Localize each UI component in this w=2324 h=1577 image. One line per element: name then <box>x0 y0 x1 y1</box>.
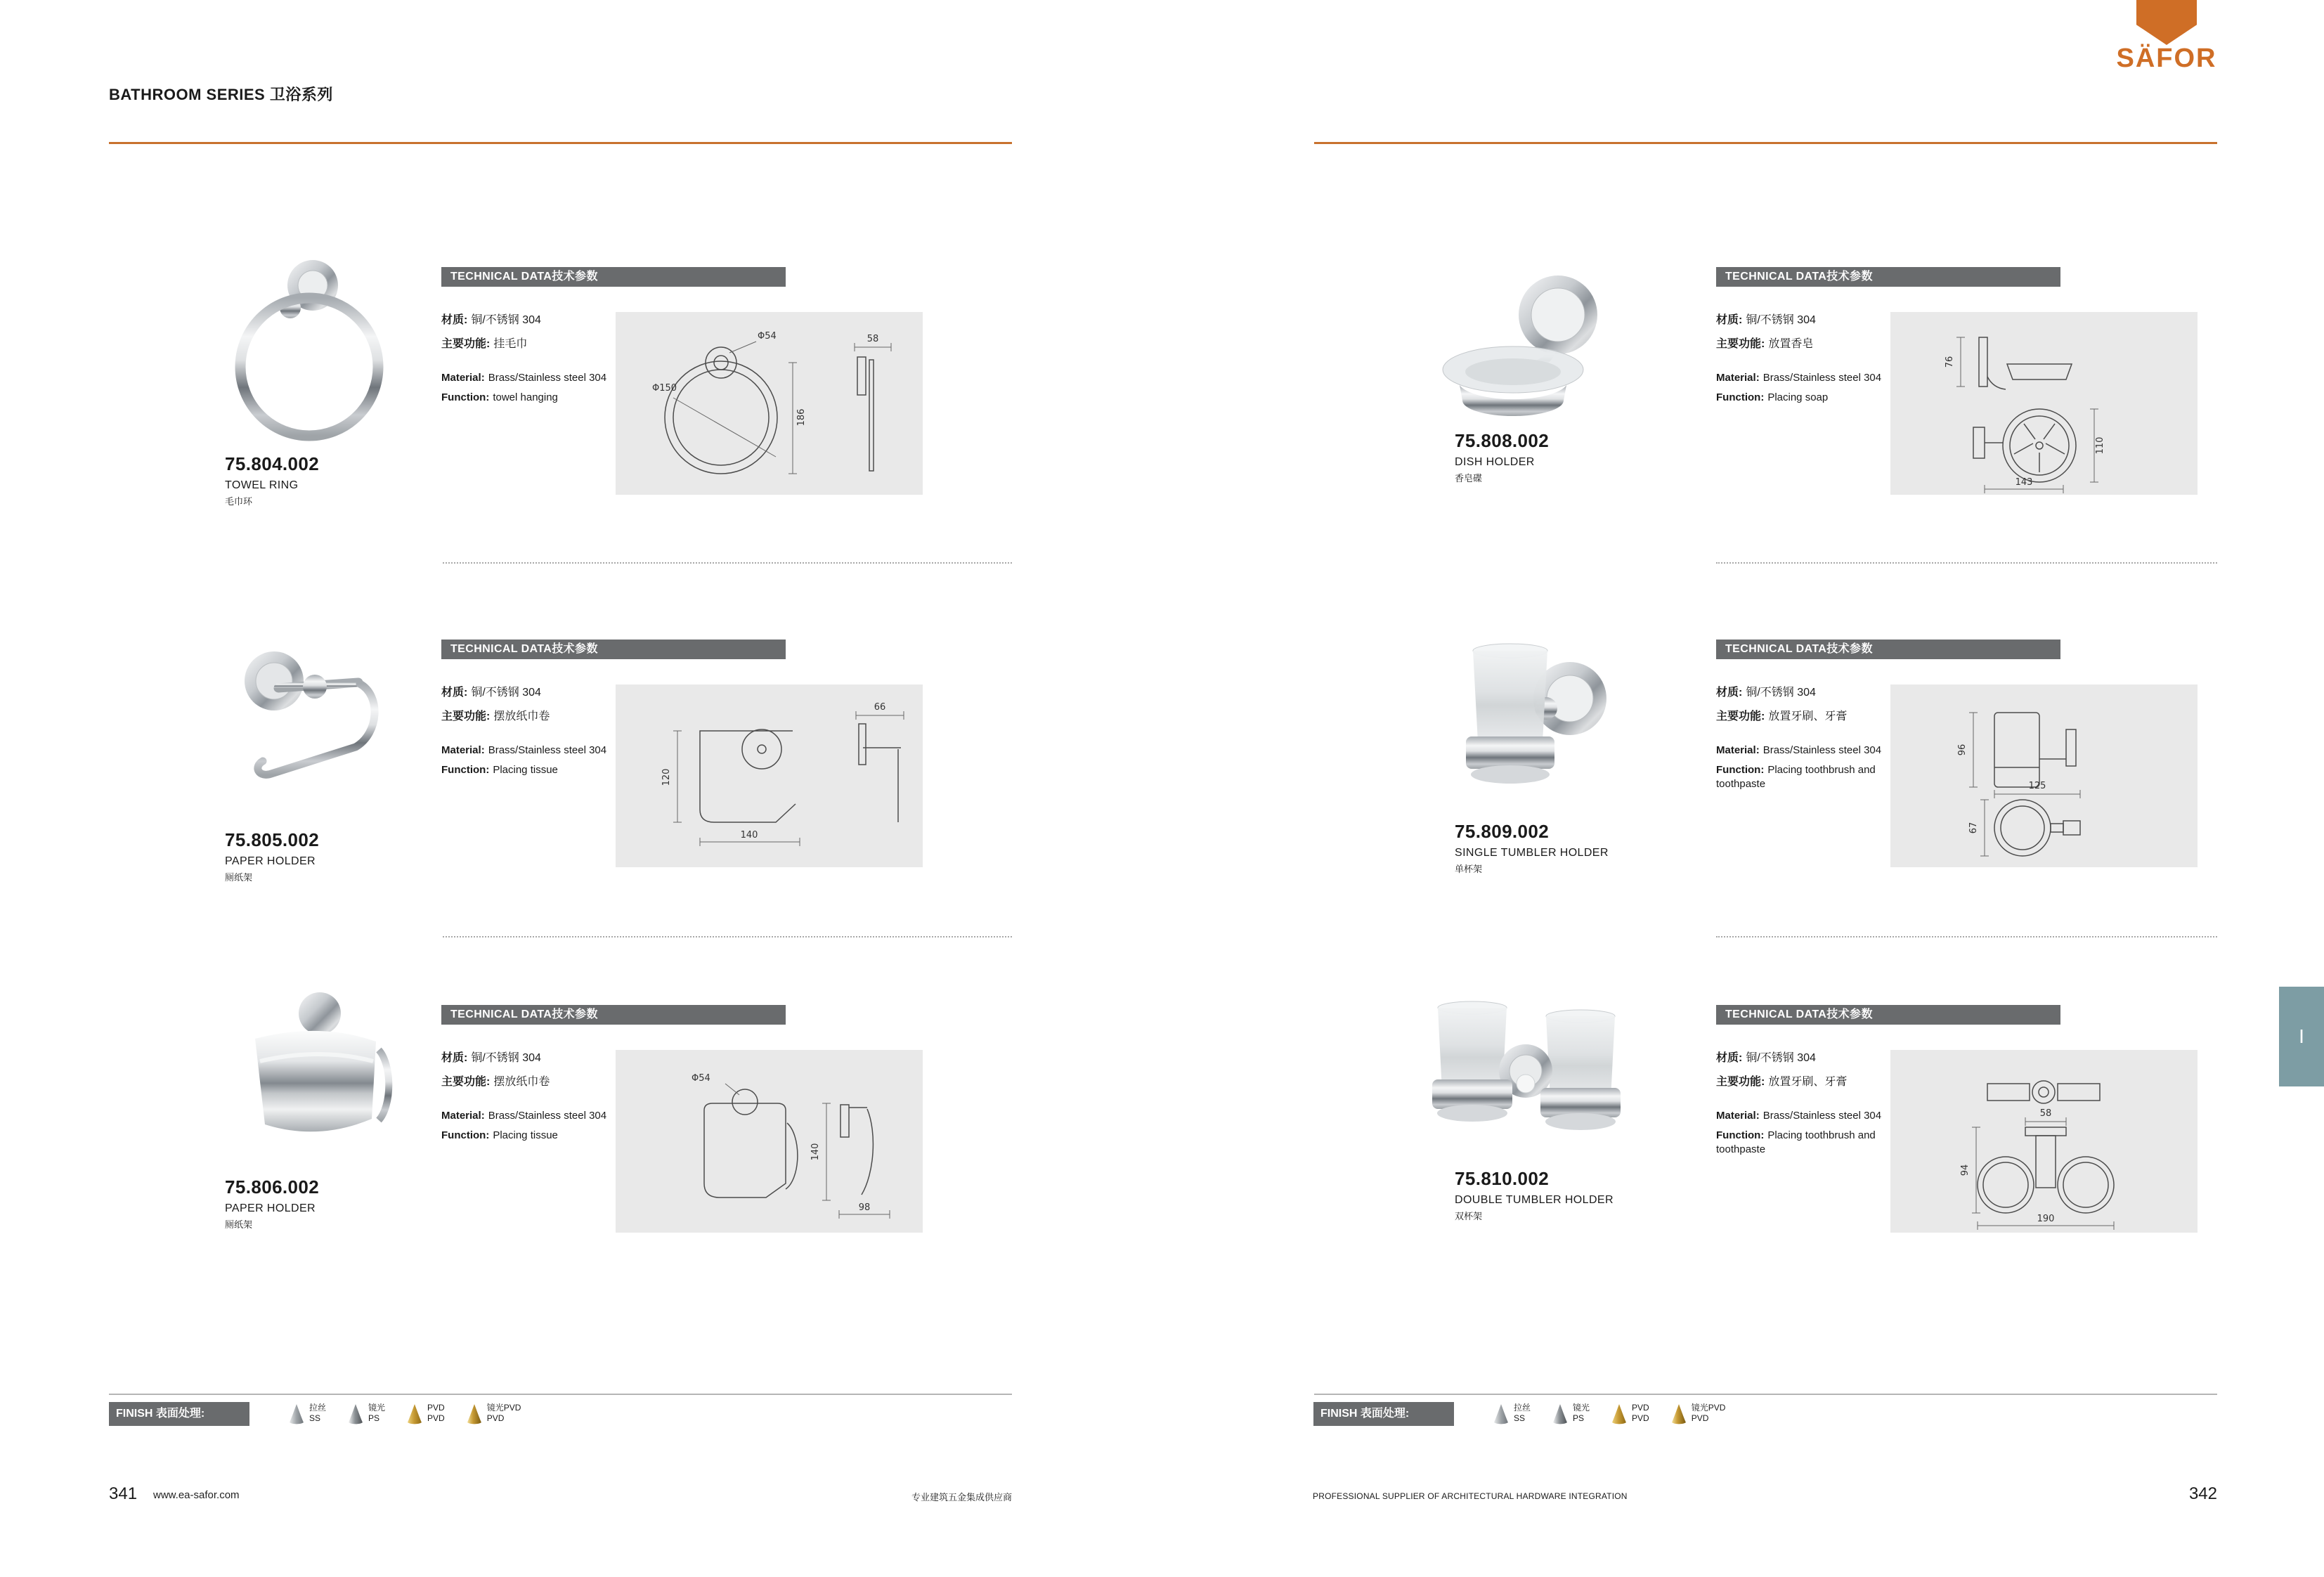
finish-option-polish-pvd <box>466 1403 521 1425</box>
finish-cone-polish-icon <box>1552 1403 1569 1425</box>
dim-label: 120 <box>661 768 672 786</box>
dim-label: 140 <box>740 830 758 841</box>
finish-label: FINISH 表面处理: <box>109 1402 249 1426</box>
finish-zh: 镜光 <box>1573 1403 1590 1413</box>
finish-option-ps <box>1552 1403 1590 1425</box>
function-zh-value: 挂毛巾 <box>493 338 528 350</box>
function-en-label: Function: <box>1716 1129 1765 1141</box>
finish-cone-silver-icon <box>1493 1403 1510 1425</box>
technical-data-header: TECHNICAL DATA技术参数 <box>441 1005 786 1025</box>
finish-zh: 拉丝 <box>1514 1403 1531 1413</box>
row-separator <box>443 562 1012 564</box>
function-zh-value: 放置香皂 <box>1768 338 1814 350</box>
material-en-label: Material: <box>1716 1110 1760 1122</box>
technical-data-header: TECHNICAL DATA技术参数 <box>1716 1005 2060 1025</box>
product-id: 75.806.002 <box>225 1176 320 1198</box>
dim-label: 76 <box>1945 356 1955 368</box>
technical-drawing-panel <box>1890 1050 2198 1233</box>
finish-option-ss <box>288 1403 326 1425</box>
section-index-tab: I <box>2279 987 2324 1086</box>
function-zh-value: 摆放纸巾卷 <box>493 1076 550 1088</box>
material-zh-value: 铜/不锈钢 304 <box>1746 687 1816 699</box>
dim-label: 143 <box>2015 477 2033 488</box>
dim-label: 110 <box>2095 436 2105 455</box>
function-zh-value: 放置牙刷、牙膏 <box>1768 1076 1848 1088</box>
product-label <box>225 1176 319 1231</box>
function-zh-label: 主要功能: <box>1716 338 1765 350</box>
page-title: BATHROOM SERIES 卫浴系列 <box>109 86 333 103</box>
technical-data-header: TECHNICAL DATA技术参数 <box>1716 640 2060 659</box>
product-label <box>1455 821 1609 875</box>
function-en-value: Placing toothbrush and toothpaste <box>1716 1129 1876 1155</box>
material-en-value: Brass/Stainless steel 304 <box>1763 372 1882 384</box>
finish-en: PVD <box>1691 1413 1709 1423</box>
finish-option-pvd <box>1611 1403 1649 1425</box>
material-zh-label: 材质: <box>441 314 468 326</box>
material-zh-value: 铜/不锈钢 304 <box>1746 1052 1816 1064</box>
product-id: 75.809.002 <box>1455 821 1550 842</box>
dim-label: 58 <box>2039 1108 2052 1119</box>
material-zh-value: 铜/不锈钢 304 <box>1746 314 1816 326</box>
product-name-zh: 厕纸架 <box>225 872 253 883</box>
product-name-zh: 香皂碟 <box>1455 473 1483 484</box>
material-en-label: Material: <box>1716 744 1760 756</box>
page-number-left: 341 <box>109 1484 138 1503</box>
material-en-value: Brass/Stainless steel 304 <box>488 744 607 756</box>
finish-zh: 镜光PVD <box>486 1403 521 1413</box>
product-label <box>225 829 319 883</box>
header-rule-right <box>1314 142 2217 144</box>
function-en-label: Function: <box>1716 764 1765 776</box>
function-zh-value: 摆放纸巾卷 <box>493 710 550 722</box>
product-name-en: DISH HOLDER <box>1455 456 1535 468</box>
finish-options-right <box>1493 1403 1725 1425</box>
material-en-value: Brass/Stainless steel 304 <box>488 1110 607 1122</box>
product-label <box>225 453 319 507</box>
finish-en: PVD <box>486 1413 505 1423</box>
function-en-value: Placing toothbrush and toothpaste <box>1716 764 1876 790</box>
product-name-zh: 双杯架 <box>1455 1211 1483 1221</box>
finish-option-ss <box>1493 1403 1531 1425</box>
finish-option-pvd <box>406 1403 445 1425</box>
finish-en: PS <box>368 1413 380 1423</box>
material-en-label: Material: <box>441 372 485 384</box>
product-label <box>1455 1168 1614 1222</box>
product-photo-dish-holder <box>1409 259 1620 434</box>
product-id: 75.805.002 <box>225 829 320 850</box>
dim-label: 96 <box>1957 744 1968 756</box>
material-en-label: Material: <box>441 744 485 756</box>
finish-zh: 镜光PVD <box>1691 1403 1726 1413</box>
finish-rule-left <box>109 1394 1012 1395</box>
product-photo-paper-holder <box>211 636 408 819</box>
finish-label: FINISH 表面处理: <box>1313 1402 1454 1426</box>
material-zh-label: 材质: <box>1716 314 1743 326</box>
finish-cone-gold-polish-icon <box>466 1403 483 1425</box>
product-name-en: PAPER HOLDER <box>225 1202 316 1214</box>
finish-cone-silver-icon <box>288 1403 305 1425</box>
finish-option-ps <box>347 1403 385 1425</box>
function-zh-value: 放置牙刷、牙膏 <box>1768 710 1848 722</box>
technical-data-header: TECHNICAL DATA技术参数 <box>441 640 786 659</box>
row-separator <box>1716 936 2217 937</box>
function-en-label: Function: <box>441 764 490 776</box>
product-name-en: DOUBLE TUMBLER HOLDER <box>1455 1194 1614 1206</box>
function-en-label: Function: <box>1716 391 1765 403</box>
product-name-en: TOWEL RING <box>225 479 299 491</box>
finish-cone-polish-icon <box>347 1403 364 1425</box>
finish-en: PVD <box>427 1413 445 1423</box>
technical-drawing-panel <box>616 684 923 867</box>
function-en-label: Function: <box>441 391 490 403</box>
function-zh-label: 主要功能: <box>1716 1076 1765 1088</box>
footer-slogan-zh: 专业建筑五金集成供应商 <box>911 1492 1012 1503</box>
dim-label: 186 <box>796 408 807 427</box>
row-separator <box>1716 562 2217 564</box>
technical-drawing-towel-ring <box>616 312 923 495</box>
material-en-value: Brass/Stainless steel 304 <box>1763 1110 1882 1122</box>
finish-cone-gold-polish-icon <box>1670 1403 1687 1425</box>
product-id: 75.804.002 <box>225 453 320 474</box>
function-en-value: Placing tissue <box>493 1129 558 1141</box>
function-zh-label: 主要功能: <box>441 710 491 722</box>
product-name-zh: 厕纸架 <box>225 1219 253 1230</box>
product-id: 75.808.002 <box>1455 430 1550 451</box>
finish-en: PVD <box>1632 1413 1649 1423</box>
finish-en: SS <box>309 1413 321 1423</box>
material-zh-value: 铜/不锈钢 304 <box>471 314 541 326</box>
material-en-label: Material: <box>1716 372 1760 384</box>
material-en-value: Brass/Stainless steel 304 <box>488 372 607 384</box>
product-photo-towel-ring <box>211 246 408 457</box>
function-en-value: Placing soap <box>1767 391 1829 403</box>
finish-en: SS <box>1514 1413 1526 1423</box>
dim-label: 190 <box>2037 1214 2055 1224</box>
product-name-zh: 单杯架 <box>1455 864 1483 874</box>
technical-data-header: TECHNICAL DATA技术参数 <box>1716 267 2060 287</box>
page-number-right: 342 <box>2188 1484 2217 1503</box>
technical-drawing-double-tumbler <box>1890 1050 2198 1233</box>
function-en-value: towel hanging <box>493 391 558 403</box>
product-id: 75.810.002 <box>1455 1168 1550 1189</box>
technical-drawing-paper-holder-cover <box>616 1050 923 1233</box>
technical-drawing-paper-holder <box>616 684 923 867</box>
finish-en: PS <box>1573 1413 1585 1423</box>
dim-label: 94 <box>1960 1164 1971 1176</box>
header-rule-left <box>109 142 1012 144</box>
brand-flag-icon <box>2136 0 2197 45</box>
dim-label: 125 <box>2028 781 2046 791</box>
finish-cone-gold-icon <box>406 1403 423 1425</box>
material-zh-label: 材质: <box>441 1052 468 1064</box>
footer-website: www.ea-safor.com <box>153 1489 240 1501</box>
technical-data-header: TECHNICAL DATA技术参数 <box>441 267 786 287</box>
dim-label: 66 <box>874 702 886 713</box>
dim-label: 58 <box>866 334 879 344</box>
technical-drawing-panel <box>616 312 923 495</box>
product-label <box>1455 430 1549 484</box>
product-photo-single-tumbler <box>1434 625 1616 808</box>
dim-label: Φ54 <box>692 1073 710 1084</box>
function-zh-label: 主要功能: <box>1716 710 1765 722</box>
material-zh-value: 铜/不锈钢 304 <box>471 1052 541 1064</box>
function-zh-label: 主要功能: <box>441 1076 491 1088</box>
dim-label: Φ54 <box>758 331 777 342</box>
technical-drawing-single-tumbler <box>1890 684 2198 867</box>
finish-rule-right <box>1314 1394 2217 1395</box>
dim-label: 98 <box>858 1202 871 1213</box>
function-zh-label: 主要功能: <box>441 338 491 350</box>
technical-drawing-dish-holder <box>1890 312 2198 495</box>
material-zh-label: 材质: <box>441 687 468 699</box>
function-en-label: Function: <box>441 1129 490 1141</box>
dim-label: Φ150 <box>652 383 677 394</box>
material-zh-label: 材质: <box>1716 687 1743 699</box>
finish-cone-gold-icon <box>1611 1403 1628 1425</box>
material-en-label: Material: <box>441 1110 485 1122</box>
dim-label: 67 <box>1968 822 1979 834</box>
material-zh-label: 材质: <box>1716 1052 1743 1064</box>
technical-drawing-panel <box>1890 312 2198 495</box>
product-name-en: SINGLE TUMBLER HOLDER <box>1455 847 1609 859</box>
product-name-en: PAPER HOLDER <box>225 855 316 867</box>
product-photo-double-tumbler <box>1413 989 1637 1158</box>
dim-label: 140 <box>810 1143 821 1161</box>
finish-zh: 拉丝 <box>309 1403 327 1413</box>
technical-drawing-panel <box>616 1050 923 1233</box>
product-name-zh: 毛巾环 <box>225 496 253 507</box>
finish-zh: PVD <box>427 1403 445 1413</box>
finish-options-left <box>288 1403 521 1425</box>
finish-option-polish-pvd <box>1670 1403 1726 1425</box>
footer-slogan-en: PROFESSIONAL SUPPLIER OF ARCHITECTURAL HARDWARE INTEGRATION <box>1313 1491 1628 1501</box>
material-en-value: Brass/Stainless steel 304 <box>1763 744 1882 756</box>
technical-drawing-panel <box>1890 684 2198 867</box>
product-photo-paper-holder-cover <box>207 982 418 1165</box>
finish-zh: 镜光 <box>368 1403 386 1413</box>
finish-zh: PVD <box>1632 1403 1649 1413</box>
function-en-value: Placing tissue <box>493 764 558 776</box>
brand-logo: SÄFOR <box>2116 44 2217 73</box>
row-separator <box>443 936 1012 937</box>
material-zh-value: 铜/不锈钢 304 <box>471 687 541 699</box>
